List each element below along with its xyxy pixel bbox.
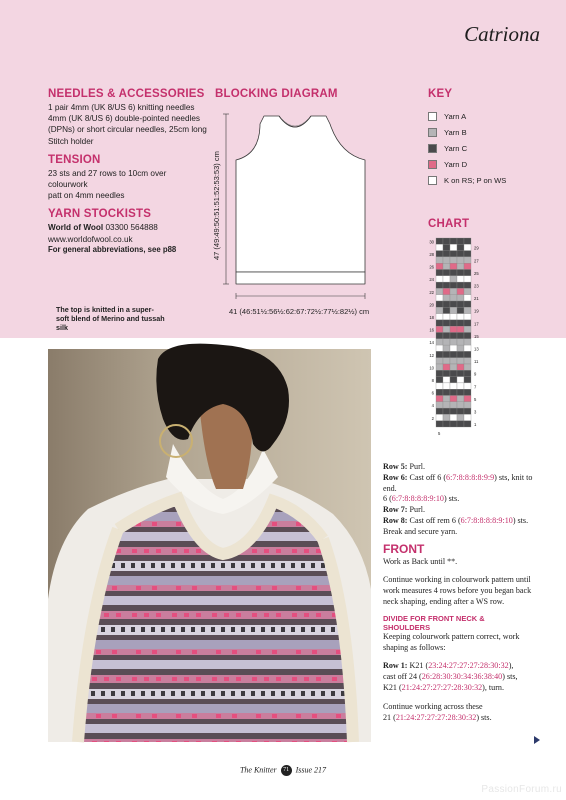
chart-row-label: 13 bbox=[474, 346, 479, 352]
chart-row-label: 27 bbox=[474, 258, 479, 264]
key-list bbox=[428, 108, 506, 188]
chart-cell bbox=[457, 301, 464, 307]
needles-line: 4mm (UK 8/US 6) double-pointed needles bbox=[48, 114, 201, 124]
chart-cell bbox=[443, 251, 450, 257]
chart-cell bbox=[443, 339, 450, 345]
chart-cell bbox=[450, 421, 457, 427]
tension-heading: TENSION bbox=[48, 153, 101, 166]
chart-cell bbox=[464, 251, 471, 257]
watermark: PassionForum.ru bbox=[481, 784, 562, 795]
chart-cell bbox=[443, 314, 450, 320]
chart-cell bbox=[436, 276, 443, 282]
chart-row-label: 18 bbox=[429, 314, 434, 320]
chart-cell bbox=[457, 377, 464, 383]
chart-cell bbox=[443, 270, 450, 276]
chart-row-label: 6 bbox=[431, 390, 434, 396]
key-heading: KEY bbox=[428, 88, 453, 100]
chart-cell bbox=[457, 307, 464, 313]
blocking-heading: BLOCKING DIAGRAM bbox=[215, 88, 338, 100]
chart-cell bbox=[457, 270, 464, 276]
key-label: Yarn C bbox=[444, 143, 468, 153]
chart-cell bbox=[464, 320, 471, 326]
chart-cell bbox=[436, 295, 443, 301]
continue-arrow-icon bbox=[534, 736, 540, 744]
chart-cell bbox=[436, 263, 443, 269]
chart-cell bbox=[464, 301, 471, 307]
stockists-section bbox=[48, 208, 208, 244]
chart-cell bbox=[436, 421, 443, 427]
chart-cell bbox=[457, 345, 464, 351]
row-label: Row 8: bbox=[383, 515, 408, 525]
swatch-yarn-c bbox=[428, 144, 437, 153]
divide-text: Keeping colourwork pattern correct, work shaping as follows: bbox=[383, 631, 520, 652]
height-measurement: 47 (49:49:50:51:51:52:53:53) cm bbox=[212, 151, 221, 260]
chart-cell bbox=[443, 282, 450, 288]
chart-cell bbox=[436, 326, 443, 332]
chart-row-label: 1 bbox=[474, 422, 477, 428]
chart-row-label: 15 bbox=[474, 333, 479, 339]
chart-cell bbox=[464, 276, 471, 282]
chart-cell bbox=[443, 364, 450, 370]
key-item bbox=[428, 140, 506, 156]
chart-cell bbox=[450, 339, 457, 345]
row-5 bbox=[383, 462, 533, 473]
chart-cell bbox=[436, 288, 443, 294]
chart-cell bbox=[457, 251, 464, 257]
chart-cell bbox=[457, 276, 464, 282]
chart-cell bbox=[457, 414, 464, 420]
chart-cell bbox=[436, 414, 443, 420]
row-text: ) sts. bbox=[512, 515, 529, 525]
row-6-count bbox=[383, 494, 533, 505]
chart-cell bbox=[450, 307, 457, 313]
chart-cell bbox=[464, 402, 471, 408]
model-photo bbox=[48, 349, 371, 742]
chart-cell bbox=[450, 377, 457, 383]
chart-row-label: 12 bbox=[429, 352, 434, 358]
chart-cell bbox=[464, 358, 471, 364]
chart-cell bbox=[450, 314, 457, 320]
chart-cell bbox=[450, 238, 457, 244]
chart-heading: CHART bbox=[428, 218, 470, 230]
key-label: Yarn D bbox=[444, 159, 468, 169]
chart-cell bbox=[450, 282, 457, 288]
chart-cell bbox=[443, 257, 450, 263]
chart-cell bbox=[443, 244, 450, 250]
chart-row-label: 21 bbox=[474, 296, 479, 302]
key-item bbox=[428, 108, 506, 124]
row-8 bbox=[383, 516, 533, 527]
chart-cell bbox=[464, 339, 471, 345]
chart-cell bbox=[443, 358, 450, 364]
issue-number: Issue 217 bbox=[295, 765, 327, 775]
chart-cell bbox=[443, 333, 450, 339]
chart-cell bbox=[464, 326, 471, 332]
stockist-name: World of Wool bbox=[48, 223, 104, 233]
chart-cell bbox=[457, 326, 464, 332]
chart-cell bbox=[436, 377, 443, 383]
chart-cell bbox=[464, 333, 471, 339]
chart-cell bbox=[443, 288, 450, 294]
stockist-phone: 03300 564888 bbox=[103, 223, 158, 233]
chart-cell bbox=[464, 396, 471, 402]
chart-cell bbox=[464, 282, 471, 288]
row-text: ) sts, knit to end. bbox=[383, 472, 533, 493]
chart-cell bbox=[436, 282, 443, 288]
chart-cell bbox=[464, 408, 471, 414]
chart-row-label: 30 bbox=[429, 239, 434, 245]
row-6 bbox=[383, 473, 533, 495]
continue-across: Continue working across these bbox=[383, 701, 483, 711]
chart-cell bbox=[443, 383, 450, 389]
swatch-yarn-a bbox=[428, 112, 437, 121]
swatch-yarn-b bbox=[428, 128, 437, 137]
chart-cell bbox=[457, 421, 464, 427]
chart-cell bbox=[443, 238, 450, 244]
chart-cell bbox=[464, 244, 471, 250]
key-item bbox=[428, 124, 506, 140]
chart-cell bbox=[450, 270, 457, 276]
chart-cell bbox=[457, 383, 464, 389]
chart-cell bbox=[443, 301, 450, 307]
chart-cell bbox=[457, 320, 464, 326]
chart-cell bbox=[464, 421, 471, 427]
chart-cell bbox=[443, 377, 450, 383]
chart-row-label: 11 bbox=[474, 359, 479, 365]
chart-row-label: 7 bbox=[474, 384, 477, 390]
row-1 bbox=[383, 661, 533, 672]
front-heading: FRONT bbox=[383, 541, 425, 556]
divide-heading: DIVIDE FOR FRONT NECK & SHOULDERS bbox=[383, 613, 485, 632]
row-text: ) sts. bbox=[443, 494, 460, 504]
chart-cell bbox=[436, 270, 443, 276]
needles-line: (DPNs) or short circular needles, 25cm long bbox=[48, 125, 207, 135]
chart-row-label: 4 bbox=[431, 403, 434, 409]
chart-cell bbox=[464, 370, 471, 376]
row-label: Row 1: bbox=[383, 661, 408, 671]
chart-cell bbox=[443, 351, 450, 357]
chart-cell bbox=[450, 301, 457, 307]
row-text: K21 ( bbox=[407, 661, 429, 671]
key-label: K on RS; P on WS bbox=[444, 175, 507, 185]
chart-cell bbox=[436, 307, 443, 313]
chart-row-label: 17 bbox=[474, 321, 479, 327]
photo-caption: The top is knitted in a super-soft blend of Merino and tussah silk bbox=[56, 305, 165, 332]
chart-cell bbox=[450, 326, 457, 332]
chart-cell bbox=[464, 389, 471, 395]
row-text: K21 ( bbox=[383, 682, 402, 692]
chart-cell bbox=[457, 282, 464, 288]
blocking-diagram bbox=[212, 104, 377, 319]
continue-paragraph: Continue working in colourwork pattern until work measures 4 rows before you began back neck shaping, ending after a WS row. bbox=[383, 575, 532, 606]
chart-cell bbox=[436, 244, 443, 250]
chart-cell bbox=[450, 364, 457, 370]
chart-cell bbox=[457, 257, 464, 263]
chart-cell bbox=[443, 421, 450, 427]
chart-cell bbox=[436, 364, 443, 370]
row-label: Row 5: bbox=[383, 462, 408, 471]
chart-cell bbox=[450, 295, 457, 301]
chart-cell bbox=[450, 408, 457, 414]
key-label: Yarn A bbox=[444, 111, 467, 121]
break-yarn: Break and secure yarn. bbox=[383, 526, 458, 536]
chart-row-label: 24 bbox=[429, 277, 434, 283]
size-values: 23:24:27:27:27:28:30:32 bbox=[428, 661, 509, 671]
size-values: 6:7:8:8:8:8:9:10 bbox=[391, 494, 444, 504]
row-7 bbox=[383, 505, 533, 516]
row-text: Purl. bbox=[407, 462, 426, 471]
chart-cell bbox=[443, 402, 450, 408]
row-text: cast off 24 ( bbox=[383, 672, 422, 682]
key-label: Yarn B bbox=[444, 127, 467, 137]
chart-cell bbox=[464, 364, 471, 370]
chart-cell bbox=[436, 389, 443, 395]
chart-cell bbox=[436, 314, 443, 320]
swatch-knit-stitch bbox=[428, 176, 437, 185]
chart-row-label: 29 bbox=[474, 245, 479, 251]
chart-cell bbox=[443, 396, 450, 402]
chart-cell bbox=[464, 414, 471, 420]
chart-cell bbox=[450, 263, 457, 269]
chart-cell bbox=[436, 320, 443, 326]
row-text: 21 ( bbox=[383, 712, 396, 722]
chart-cell bbox=[464, 257, 471, 263]
row-text: ), bbox=[508, 661, 514, 671]
page-footer bbox=[0, 765, 566, 776]
needles-line: Stitch holder bbox=[48, 136, 94, 146]
chart-row-label: 22 bbox=[429, 289, 434, 295]
chart-cell bbox=[457, 314, 464, 320]
chart-cell bbox=[436, 402, 443, 408]
chart-cell bbox=[464, 314, 471, 320]
pattern-title: Catriona bbox=[464, 22, 540, 46]
chart-cell bbox=[457, 402, 464, 408]
chart-cell bbox=[464, 307, 471, 313]
chart-cell bbox=[457, 370, 464, 376]
materials-column bbox=[48, 88, 208, 252]
key-item bbox=[428, 156, 506, 172]
abbreviations-note: For general abbreviations, see p88 bbox=[48, 245, 177, 254]
chart-cell bbox=[443, 295, 450, 301]
pattern-instructions bbox=[383, 462, 533, 723]
chart-cell bbox=[457, 408, 464, 414]
chart-row-label: 16 bbox=[429, 327, 434, 333]
row-1-knit bbox=[383, 683, 533, 694]
needles-section bbox=[48, 88, 208, 147]
chart-cell bbox=[450, 345, 457, 351]
chart-cell bbox=[464, 288, 471, 294]
row-text: Purl. bbox=[407, 505, 426, 515]
stockists-heading: YARN STOCKISTS bbox=[48, 208, 152, 221]
chart-row-label: 20 bbox=[429, 302, 434, 308]
continue-across-count bbox=[383, 713, 533, 724]
chart-cell bbox=[436, 345, 443, 351]
tension-line: 23 sts and 27 rows to 10cm over colourwork bbox=[48, 168, 167, 190]
chart-cell bbox=[450, 370, 457, 376]
chart-cell bbox=[450, 288, 457, 294]
chart-row-label: 14 bbox=[429, 340, 434, 346]
size-values: 26:28:30:30:34:36:38:40 bbox=[421, 672, 503, 682]
magazine-name: The Knitter bbox=[239, 765, 277, 775]
row-text: ) sts, bbox=[502, 672, 518, 682]
row-text: 6 ( bbox=[383, 494, 392, 504]
chart-row-label: 9 bbox=[474, 371, 477, 377]
chart-cell bbox=[436, 351, 443, 357]
size-values: 6:7:8:8:8:8:9:9 bbox=[446, 472, 495, 482]
page-number: 71 bbox=[281, 765, 292, 776]
row-label: Row 7: bbox=[383, 505, 408, 515]
chart-row-label: 8 bbox=[431, 377, 434, 383]
chart-row-label: 3 bbox=[474, 409, 477, 415]
chart-cell bbox=[436, 408, 443, 414]
chart-cell bbox=[457, 358, 464, 364]
chart-cell bbox=[464, 263, 471, 269]
width-measurement: 41 (46:51½:56½:62:67:72½:77½:82½) cm bbox=[229, 307, 370, 316]
chart-cell bbox=[436, 358, 443, 364]
size-values: 21:24:27:27:27:28:30:32 bbox=[395, 712, 477, 722]
tension-line: patt on 4mm needles bbox=[48, 191, 125, 201]
chart-cell bbox=[457, 333, 464, 339]
needles-heading: NEEDLES & ACCESSORIES bbox=[48, 88, 205, 100]
chart-cell bbox=[457, 364, 464, 370]
colourwork-chart bbox=[422, 236, 492, 436]
row-label: Row 6: bbox=[383, 472, 408, 482]
chart-cell bbox=[457, 263, 464, 269]
key-item bbox=[428, 172, 506, 188]
chart-cell bbox=[443, 408, 450, 414]
chart-row-label: 28 bbox=[429, 251, 434, 257]
chart-cell bbox=[450, 320, 457, 326]
chart-cell bbox=[450, 396, 457, 402]
chart-cell bbox=[436, 339, 443, 345]
stockist-web-link[interactable]: www.worldofwool.co.uk bbox=[48, 234, 133, 244]
chart-cell bbox=[436, 257, 443, 263]
size-values: 6:7:8:8:8:8:9:10 bbox=[460, 515, 513, 525]
chart-cell bbox=[450, 414, 457, 420]
swatch-yarn-d bbox=[428, 160, 437, 169]
chart-cell bbox=[457, 238, 464, 244]
chart-cell bbox=[436, 333, 443, 339]
chart-row-label: 26 bbox=[429, 264, 434, 270]
chart-cell bbox=[443, 345, 450, 351]
chart-cell bbox=[443, 326, 450, 332]
chart-row-label: 23 bbox=[474, 283, 479, 289]
chart-cell bbox=[457, 295, 464, 301]
chart-row-label: 5 bbox=[474, 396, 477, 402]
chart-cell bbox=[443, 414, 450, 420]
chart-cell bbox=[457, 244, 464, 250]
chart-cell bbox=[464, 377, 471, 383]
chart-cell bbox=[450, 351, 457, 357]
chart-cell bbox=[443, 389, 450, 395]
row-1-castoff bbox=[383, 672, 533, 683]
chart-cell bbox=[464, 345, 471, 351]
chart-cell bbox=[457, 288, 464, 294]
chart-cell bbox=[464, 383, 471, 389]
chart-cell bbox=[450, 383, 457, 389]
chart-cell bbox=[450, 244, 457, 250]
chart-cell bbox=[443, 307, 450, 313]
chart-row-label: 19 bbox=[474, 308, 479, 314]
chart-cell bbox=[436, 370, 443, 376]
chart-cell bbox=[464, 295, 471, 301]
chart-row-label: 2 bbox=[431, 415, 434, 421]
chart-cell bbox=[450, 257, 457, 263]
chart-cell bbox=[443, 263, 450, 269]
chart-cell bbox=[436, 396, 443, 402]
chart-cell bbox=[450, 358, 457, 364]
row-text: ), turn. bbox=[482, 682, 504, 692]
chart-cell bbox=[436, 251, 443, 257]
chart-cell bbox=[457, 351, 464, 357]
chart-cell bbox=[450, 389, 457, 395]
chart-cell bbox=[464, 351, 471, 357]
chart-cell bbox=[436, 238, 443, 244]
row-text: ) sts. bbox=[476, 712, 492, 722]
chart-cell bbox=[436, 301, 443, 307]
chart-column-label: 5 bbox=[438, 431, 441, 436]
chart-row-label: 25 bbox=[474, 270, 479, 276]
chart-cell bbox=[457, 389, 464, 395]
size-values: 21:24:27:27:27:28:30:32 bbox=[401, 682, 483, 692]
tension-section bbox=[48, 154, 208, 202]
chart-cell bbox=[443, 276, 450, 282]
chart-cell bbox=[436, 383, 443, 389]
row-text: Cast off 6 ( bbox=[407, 472, 447, 482]
chart-cell bbox=[443, 320, 450, 326]
stockist-contact bbox=[48, 222, 208, 233]
needles-line: 1 pair 4mm (UK 8/US 6) knitting needles bbox=[48, 103, 195, 112]
chart-cell bbox=[443, 370, 450, 376]
chart-cell bbox=[464, 238, 471, 244]
chart-cell bbox=[457, 339, 464, 345]
chart-cell bbox=[450, 333, 457, 339]
chart-cell bbox=[450, 276, 457, 282]
chart-cell bbox=[450, 402, 457, 408]
chart-cell bbox=[464, 270, 471, 276]
front-line: Work as Back until **. bbox=[383, 556, 458, 566]
row-text: Cast off rem 6 ( bbox=[407, 515, 461, 525]
chart-cell bbox=[457, 396, 464, 402]
chart-cell bbox=[450, 251, 457, 257]
chart-row-label: 10 bbox=[429, 365, 434, 371]
